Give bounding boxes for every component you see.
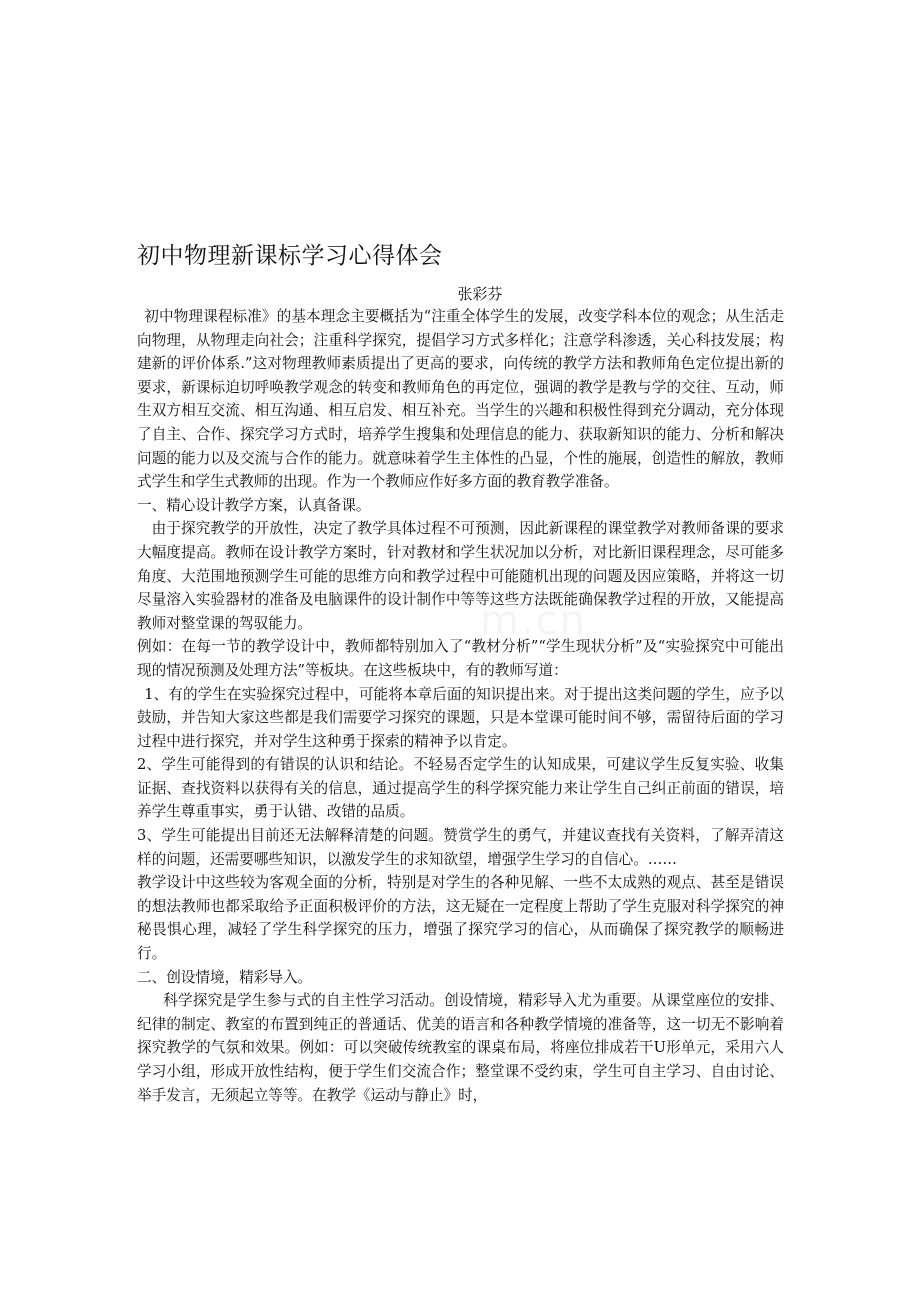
list-item-2: 2、学生可能得到的有错误的认识和结论。不轻易否定学生的认知成果，可建议学生反复实验、收集证据、查找资料以获得有关的信息，通过提高学生的科学探究能力来让学生自己纠正前面的错误，培养学生尊重事实，勇于认错、改错的品质。 bbox=[137, 756, 784, 821]
paragraph-section2: 科学探究是学生参与式的自主性学习活动。创设情境，精彩导入尤为重要。从课堂座位的安排、纪律的制定、教室的布置到纯正的普通话、优美的语言和各种教学情境的准备等，这一切无不影响着探究教学的气氛和效果。例如：可以突破传统教室的课桌布局，将座位排成若干U形单元，采用六人学习小组，形成开放性结构，便于学生们交流合作；整堂课不受约束，学生可自主学习、自由讨论、举手发言，无须起立等等。在教学《运动与静止》时， bbox=[137, 992, 784, 1104]
section-heading-2: 二、创设情境，精彩导入。 bbox=[137, 968, 313, 986]
paragraph-intro: 初中物理课程标准》的基本理念主要概括为“注重全体学生的发展，改变学科本位的观念；从生活走向物理，从物理走向社会；注重科学探究，提倡学习方式多样化；注意学科渗透，关心科技发展；构建新的评价体系.”这对物理教师素质提出了更高的要求，向传统的教学方法和教师角色定位提出新的要求，新课标迫切呼唤教学观念的转变和教师角色的再定位，强调的教学是教与学的交往、互动，师生双方相互交流、相互沟通、相互启发、相互补充。当学生的兴趣和积极性得到充分调动，充分体现了自主、合作、探究学习方式时，培养学生搜集和处理信息的能力、获取新知识的能力、分析和解决问题的能力以及交流与合作的能力。就意味着学生主体性的凸显，个性的施展，创造性的解放，教师式学生和学生式教师的出现。作为一个教师应作好多方面的教育教学准备。 bbox=[137, 308, 784, 491]
section-heading-1: 一、精心设计教学方案，认真备课。 bbox=[137, 496, 371, 514]
list-item-1: 1、有的学生在实验探究过程中，可能将本章后面的知识提出来。对于提出这类问题的学生，应予以鼓励，并告知大家这些都是我们需要学习探究的课题，只是本堂课可能时间不够，需留待后面的学习过程中进行探究，并对学生这种勇于探索的精神予以肯定。 bbox=[137, 685, 784, 750]
paragraph-example: 例如：在每一节的教学设计中，教师都特别加入了“教材分析”“学生现状分析”及“实验探究中可能出现的情况预测及处理方法”等板块。在这些板块中，有的教师写道： bbox=[137, 638, 784, 679]
paragraph-analysis: 教学设计中这些较为客观全面的分析，特别是对学生的各种见解、一些不太成熟的观点、甚至是错误的想法教师也都采取给予正面积极评价的方法，这无疑在一定程度上帮助了学生克服对科学探究的神秘畏惧心理，减轻了学生科学探究的压力，增强了探究学习的信心，从而确保了探究教学的顺畅进行。 bbox=[137, 874, 784, 963]
list-item-3: 3、学生可能提出目前还无法解释清楚的问题。赞赏学生的勇气，并建议查找有关资料，了解弄清这样的问题，还需要哪些知识，以激发学生的求知欲望，增强学生学习的自信心。…… bbox=[137, 827, 784, 868]
document-body bbox=[137, 305, 784, 1107]
paragraph-section1: 由于探究教学的开放性，决定了教学具体过程不可预测，因此新课程的课堂教学对教师备课的要求大幅度提高。教师在设计教学方案时，针对教材和学生状况加以分析，对比新旧课程理念，尽可能多角度、大范围地预测学生可能的思维方向和教学过程中可能随机出现的问题及因应策略，并将这一切尽量溶入实验器材的准备及电脑课件的设计制作中等等这些方法既能确保教学过程的开放，又能提高教师对整堂课的驾驭能力。 bbox=[137, 520, 784, 632]
author-name: 张彩芬 bbox=[457, 285, 503, 303]
document-title: 初中物理新课标学习心得体会 bbox=[137, 243, 443, 269]
